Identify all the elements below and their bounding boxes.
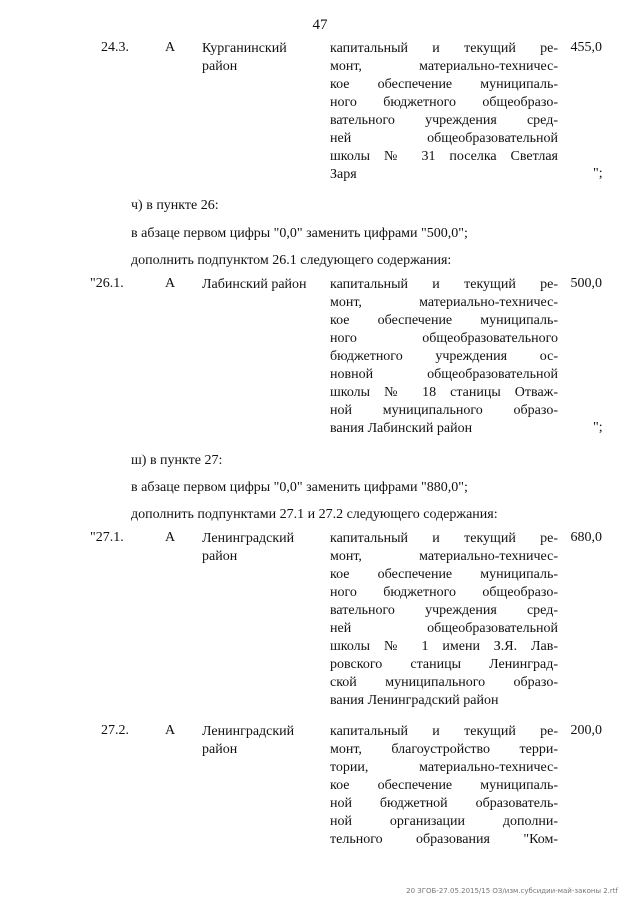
purpose-line: ной организации дополни-: [330, 814, 558, 829]
item-number: 24.3.: [101, 40, 129, 55]
paragraph-text: дополнить подпунктами 27.1 и 27.2 следующего содержания:: [131, 507, 498, 522]
purpose-cell: [330, 530, 558, 710]
purpose-line: тельного образования "Ком-: [330, 832, 558, 847]
purpose-line: вания Ленинградский район: [330, 693, 499, 708]
category-cell: А: [165, 723, 176, 738]
purpose-line: капитальный и текущий ре-: [330, 41, 558, 56]
item-number: 27.2.: [101, 723, 129, 738]
category-cell: А: [165, 40, 176, 55]
district-cell: Курганинский район: [202, 41, 287, 74]
purpose-line: ного общеобразовательного: [330, 331, 558, 346]
closing-quote: ";: [593, 420, 603, 435]
purpose-line: новной общеобразовательной: [330, 367, 558, 382]
purpose-line: монт, материально-техничес-: [330, 295, 558, 310]
purpose-line: монт, благоустройство терри-: [330, 742, 558, 757]
amount-cell: 200,0: [570, 723, 602, 738]
district-cell: Лабинский район: [202, 277, 307, 292]
purpose-line: Заря: [330, 167, 357, 182]
item-number: "27.1.: [90, 530, 124, 545]
purpose-line: ной муниципального образо-: [330, 403, 558, 418]
paragraph-text: дополнить подпунктом 26.1 следующего содержания:: [131, 253, 452, 268]
purpose-cell: [330, 276, 558, 438]
purpose-cell: [330, 723, 558, 849]
district-cell: Ленинградский район: [202, 724, 295, 757]
purpose-line: ской муниципального образо-: [330, 675, 558, 690]
purpose-cell: [330, 40, 558, 184]
purpose-line: капитальный и текущий ре-: [330, 724, 558, 739]
closing-quote: ";: [593, 166, 603, 181]
paragraph-text: в абзаце первом цифры "0,0" заменить цифрами "880,0";: [131, 480, 468, 495]
purpose-line: вания Лабинский район: [330, 421, 473, 436]
purpose-line: вательного учреждения сред-: [330, 113, 558, 128]
purpose-line: монт, материально-техничес-: [330, 59, 558, 74]
purpose-line: кое обеспечение муниципаль-: [330, 567, 558, 582]
item-number: "26.1.: [90, 276, 124, 291]
purpose-line: бюджетного учреждения ос-: [330, 349, 558, 364]
purpose-line: ного бюджетного общеобразо-: [330, 95, 558, 110]
paragraph-text: в абзаце первом цифры "0,0" заменить цифрами "500,0";: [131, 226, 468, 241]
purpose-line: тории, материально-техничес-: [330, 760, 558, 775]
purpose-line: вательного учреждения сред-: [330, 603, 558, 618]
amount-cell: 680,0: [570, 530, 602, 545]
purpose-line: ровского станицы Ленинград-: [330, 657, 558, 672]
purpose-line: капитальный и текущий ре-: [330, 277, 558, 292]
paragraph-item-ch: ч) в пункте 26:: [131, 198, 219, 213]
paragraph-item-sh: ш) в пункте 27:: [131, 453, 223, 468]
purpose-line: школы № 1 имени З.Я. Лав-: [330, 639, 558, 654]
category-cell: А: [165, 530, 176, 545]
purpose-line: монт, материально-техничес-: [330, 549, 558, 564]
purpose-line: ней общеобразовательной: [330, 131, 558, 146]
category-cell: А: [165, 276, 176, 291]
page-number: 47: [312, 17, 328, 33]
amount-cell: 500,0: [570, 276, 602, 291]
amount-cell: 455,0: [570, 40, 602, 55]
purpose-line: школы № 18 станицы Отваж-: [330, 385, 558, 400]
file-path-footer: 20 ЗГОБ-27.05.2015/15 ОЗ/изм.субсидии-май-законы 2.rtf: [406, 887, 618, 895]
purpose-line: ней общеобразовательной: [330, 621, 558, 636]
purpose-line: капитальный и текущий ре-: [330, 531, 558, 546]
purpose-line: школы № 31 поселка Светлая: [330, 149, 558, 164]
purpose-line: кое обеспечение муниципаль-: [330, 77, 558, 92]
district-cell: Ленинградский район: [202, 531, 295, 564]
purpose-line: ного бюджетного общеобразо-: [330, 585, 558, 600]
purpose-line: ной бюджетной образователь-: [330, 796, 558, 811]
purpose-line: кое обеспечение муниципаль-: [330, 313, 558, 328]
purpose-line: кое обеспечение муниципаль-: [330, 778, 558, 793]
